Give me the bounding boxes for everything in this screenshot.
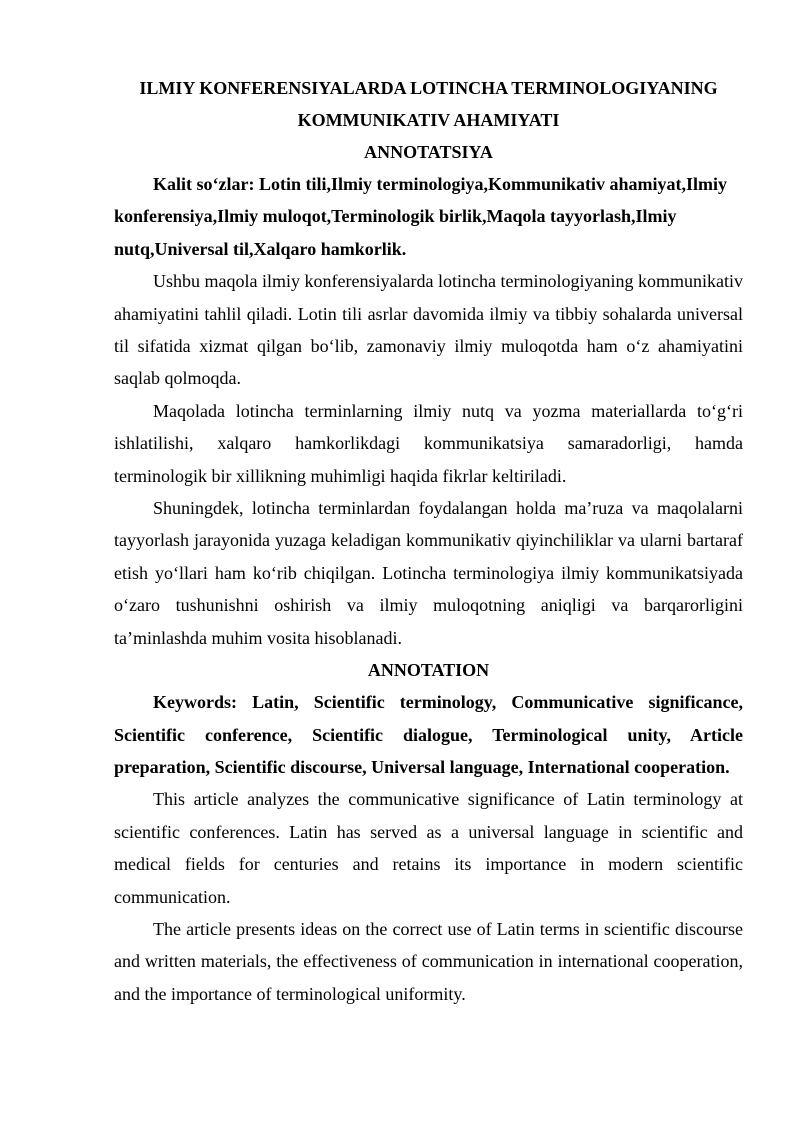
uz-keywords: Kalit so‘zlar: Lotin tili,Ilmiy terminologiya,Kommunikativ ahamiyat,Ilmiy konferensiya,Ilmiy muloqot,Terminologik birlik,Maqola tayyorlash,Ilmiy nutq,Universal til,Xalqaro hamkorlik. [114,174,727,259]
uz-annotation-heading: ANNOTATSIYA [364,142,493,162]
uz-paragraph-2: Maqolada lotincha terminlarning ilmiy nutq va yozma materiallarda to‘g‘ri ishlatilishi, xalqaro hamkorlikdagi kommunikatsiya samaradorligi, hamda terminologik bir xillikning muhimligi haqida fikrlar keltiriladi. [114,400,743,486]
uz-paragraph-3: Shuningdek, lotincha terminlardan foydalangan holda ma’ruza va maqolalarni tayyorlash jarayonida yuzaga keladigan kommunikativ qiyinchiliklar va ularni bartaraf etish yo‘llari ham ko‘rib chiqilgan. Lotincha terminologiya ilmiy kommunikatsiyada o‘zaro tushunishni oshirish va ilmiy muloqotning aniqligi va barqarorligini ta’minlashda muhim vosita hisoblanadi. [114,498,743,648]
document-page [114,72,743,1010]
document-title-line-1: ILMIY KONFERENSIYALARDA LOTINCHA TERMINOLOGIYANING [139,78,718,98]
uz-paragraph-1: Ushbu maqola ilmiy konferensiyalarda lotincha terminologiyaning kommunikativ ahamiyatini tahlil qiladi. Lotin tili asrlar davomida ilmiy va tibbiy sohalarda universal til sifatida xizmat qilgan bo‘lib, zamonaviy ilmiy muloqotda ham o‘z ahamiyatini saqlab qolmoqda. [114,271,743,389]
en-keywords: Keywords: Latin, Scientific terminology, Communicative significance, Scientific conference, Scientific dialogue, Terminological unity, Article preparation, Scientific discourse, Universal language, International cooperation. [114,692,743,777]
en-paragraph-2: The article presents ideas on the correct use of Latin terms in scientific discourse and written materials, the effectiveness of communication in international cooperation, and the importance of terminological uniformity. [114,918,743,1004]
document-title-line-2: KOMMUNIKATIV AHAMIYATI [297,110,560,130]
en-paragraph-1: This article analyzes the communicative significance of Latin terminology at scientific conferences. Latin has served as a universal language in scientific and medical fields for centuries and retains its importance in modern scientific communication. [114,789,743,907]
en-annotation-heading: ANNOTATION [367,660,490,681]
